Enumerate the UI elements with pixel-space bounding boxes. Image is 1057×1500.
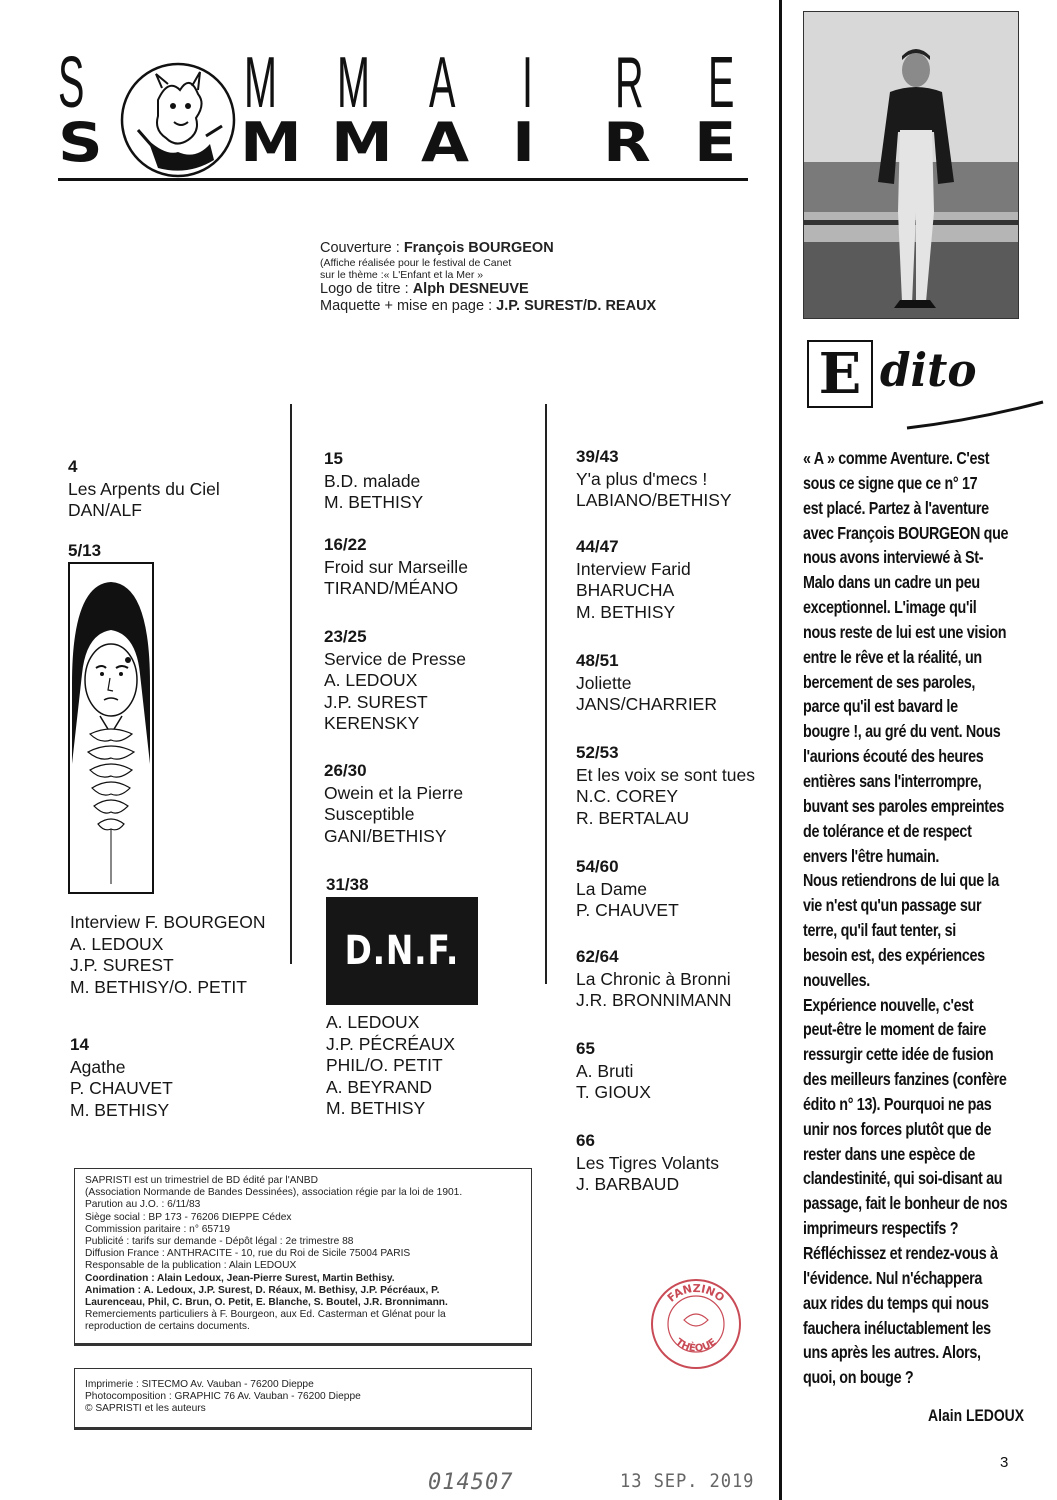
toc-page: 65 <box>576 1039 595 1058</box>
title-top-letter: M <box>243 43 277 123</box>
toc-entry <box>70 1034 173 1121</box>
printing-line: © SAPRISTI et les auteurs <box>85 1403 206 1415</box>
toc-entry <box>326 1012 455 1120</box>
imprint-line: Responsable de la publication : Alain LEDOUX <box>85 1260 297 1272</box>
toc-entry <box>576 446 732 512</box>
toc-page: 4 <box>68 457 78 476</box>
edito-line: l'aurions écouté des heures <box>803 746 984 767</box>
column-divider <box>290 404 292 964</box>
toc-page: 48/51 <box>576 651 619 670</box>
edito-line: passage, fait le bonheur de nos <box>803 1193 1008 1214</box>
stamp-bottom-text: THÈQUE <box>673 1336 719 1355</box>
cover-name: François BOURGEON <box>403 240 554 256</box>
toc-page: 23/25 <box>324 627 367 646</box>
edito-line: fauchera inéluctablement les <box>803 1317 991 1338</box>
edito-line: est placé. Partez à l'aventure <box>803 497 989 518</box>
toc-line: GANI/BETHISY <box>324 825 447 846</box>
edito-line: quoi, on bouge ? <box>803 1367 914 1388</box>
toc-entry <box>324 448 423 514</box>
edito-line: ressurgir cette idée de fusion <box>803 1044 994 1065</box>
edito-line: aux rides du temps qui nous <box>803 1292 989 1313</box>
agathe-illustration <box>68 562 154 894</box>
edito-line: édito n° 13). Pourquoi ne pas <box>803 1093 992 1114</box>
title-top-letter: A <box>429 43 456 123</box>
edito-line: bougre !, au gré du vent. Nous <box>803 721 1001 742</box>
edito-line: « A » comme Aventure. C'est <box>803 448 990 468</box>
toc-entry <box>576 856 679 922</box>
toc-line: JANS/CHARRIER <box>576 694 717 714</box>
handwritten-inventory-number: 014507 <box>428 1470 514 1495</box>
edito-line: terre, qu'il faut tenter, si <box>803 920 956 941</box>
toc-entry <box>576 1130 719 1196</box>
toc-line: Les Arpents du Ciel <box>68 478 220 499</box>
edito-line: peut-être le moment de faire <box>803 1019 987 1040</box>
edito-line: unir nos forces plutôt que de <box>803 1118 992 1139</box>
dnf-logo-box <box>326 897 478 1005</box>
toc-page: 66 <box>576 1131 595 1150</box>
toc-entry <box>576 650 717 716</box>
toc-line: B.D. malade <box>324 470 421 491</box>
edito-line: imprimeurs respectifs ? <box>803 1218 959 1239</box>
toc-entry <box>326 874 369 897</box>
toc-entry <box>324 760 463 847</box>
title-bottom-letter: M <box>239 111 302 174</box>
toc-line: Agathe <box>70 1056 126 1077</box>
logo-label: Logo de titre : <box>320 281 413 297</box>
toc-line: M. BETHISY <box>70 1099 170 1120</box>
toc-line: A. LEDOUX <box>324 670 418 690</box>
toc-line: La Dame <box>576 878 648 899</box>
toc-line: TIRAND/MÉANO <box>324 578 459 598</box>
imprint-line: (Association Normande de Bandes Dessinées), association régie par la loi de 1901. <box>85 1187 463 1199</box>
toc-page: 5/13 <box>68 541 102 560</box>
toc-line: Susceptible <box>324 804 415 824</box>
imprint-line: reproduction de certains documents. <box>85 1321 250 1333</box>
toc-line: M. BETHISY <box>324 492 424 512</box>
printing-line: Imprimerie : SITECMO Av. Vauban - 76200 Dieppe <box>85 1379 314 1390</box>
toc-line: KERENSKY <box>324 713 420 733</box>
toc-line: T. GIOUX <box>576 1082 651 1102</box>
edito-swoosh <box>905 398 1045 432</box>
toc-page: 52/53 <box>576 743 619 762</box>
edito-line: sous ce signe que ce n° 17 <box>803 472 978 493</box>
edito-line: vie n'est qu'un passage sur <box>803 895 982 916</box>
toc-page: 16/22 <box>324 535 367 554</box>
toc-line: Joliette <box>576 672 632 693</box>
toc-line: M. BETHISY <box>576 601 676 622</box>
column-divider <box>545 404 547 984</box>
toc-line: J.P. SUREST <box>324 691 428 712</box>
imprint-line: Parution au J.O. : 6/11/83 <box>85 1199 201 1211</box>
edito-line: uns après les autres. Alors, <box>803 1342 981 1363</box>
edito-line: Expérience nouvelle, c'est <box>803 994 974 1015</box>
edito-line: Réfléchissez et rendez-vous à <box>803 1243 998 1263</box>
toc-line: PHIL/O. PETIT <box>326 1055 443 1075</box>
layout-name: J.P. SUREST/D. REAUX <box>496 298 657 314</box>
toc-page: 62/64 <box>576 947 619 966</box>
toc-line: J.R. BRONNIMANN <box>576 990 732 1010</box>
title-top-letter: M <box>336 43 370 123</box>
toc-line: Interview F. BOURGEON <box>70 912 266 932</box>
imprint-line: Remerciements particuliers à F. Bourgeon, aux Ed. Casterman et Glénat pour la <box>85 1309 446 1321</box>
title-bottom-letter: R <box>603 111 651 174</box>
toc-page: 39/43 <box>576 447 619 466</box>
toc-entry <box>576 536 691 623</box>
imprint-line: Publicité : tarifs sur demande - Dépôt légal : 2e trimestre 88 <box>85 1236 354 1248</box>
edito-line: Malo dans un cadre un peu <box>803 572 980 593</box>
edito-line: des meilleurs fanzines (confère <box>803 1069 1007 1090</box>
edito-line: buvant ses paroles empreintes <box>803 795 1005 816</box>
toc-line: LABIANO/BETHISY <box>576 490 732 510</box>
toc-line: N.C. COREY <box>576 786 679 806</box>
toc-page: 44/47 <box>576 537 619 556</box>
toc-page: 15 <box>324 449 343 468</box>
toc-line: Froid sur Marseille <box>324 556 468 577</box>
edito-line: rester dans une espèce de <box>803 1143 976 1164</box>
title-top-letter: I <box>522 43 534 123</box>
toc-line: M. BETHISY <box>326 1098 426 1118</box>
printing-line: Photocomposition : GRAPHIC 76 Av. Vauban - 76200 Dieppe <box>85 1391 361 1403</box>
edito-line: de tolérance et de respect <box>803 820 972 841</box>
toc-entry <box>324 534 468 600</box>
toc-page: 31/38 <box>326 875 369 894</box>
dnf-logo-text: D.N.F. <box>344 928 460 974</box>
edito-line: Nous retiendrons de lui que la <box>803 870 999 891</box>
toc-line: J. BARBAUD <box>576 1174 680 1194</box>
toc-line: Owein et la Pierre <box>324 782 464 803</box>
edito-line: entières sans l'interrompre, <box>803 770 982 791</box>
page-number: 3 <box>1000 1454 1009 1471</box>
toc-line: A. LEDOUX <box>326 1012 420 1032</box>
imprint-line: Laurenceau, Phil, C. Brun, O. Petit, E. Blanche, S. Boutel, J.R. Bronnimann. <box>85 1297 448 1309</box>
toc-line: Et les voix se sont tues <box>576 764 755 785</box>
toc-line: Interview Farid <box>576 558 691 579</box>
edito-line: parce qu'il est bavard le <box>803 696 958 717</box>
toc-line: P. CHAUVET <box>70 1078 173 1098</box>
logo-name: Alph DESNEUVE <box>412 281 529 297</box>
edito-line: clandestinité, qui soi-disant au <box>803 1168 1003 1189</box>
edito-initial-box <box>807 340 873 408</box>
toc-page: 54/60 <box>576 857 619 876</box>
imprint-line: Animation : A. Ledoux, J.P. Surest, D. Réaux, M. Bethisy, J.P. Pécréaux, P. <box>85 1284 440 1296</box>
toc-line: DAN/ALF <box>68 500 142 520</box>
title-bottom-letter: S <box>58 111 103 174</box>
author-photo <box>803 11 1019 319</box>
toc-line: A. Bruti <box>576 1060 634 1081</box>
edito-line: nouvelles. <box>803 969 870 990</box>
toc-line: R. BERTALAU <box>576 807 690 828</box>
right-column-divider <box>779 0 782 1500</box>
stamp-top-text: FANZINO <box>664 1281 727 1305</box>
svg-text:THÈQUE <box>673 1337 718 1355</box>
toc-line: Y'a plus d'mecs ! <box>576 468 708 489</box>
title-top-letter: R <box>615 43 644 123</box>
toc-page: 26/30 <box>324 761 367 780</box>
toc-line: J.P. SUREST <box>70 955 174 975</box>
toc-line: M. BETHISY/O. PETIT <box>70 976 247 997</box>
edito-heading: dito <box>880 343 977 397</box>
toc-line: A. BEYRAND <box>326 1076 432 1097</box>
edito-line: exceptionnel. L'image qu'il <box>803 597 977 618</box>
imprint-line: Siège social : BP 173 - 76206 DIEPPE Cédex <box>85 1211 292 1223</box>
title-top-letter: E <box>707 43 735 123</box>
title-top-letter: S <box>58 43 85 123</box>
toc-entry <box>70 912 265 998</box>
mascot-illustration <box>118 60 238 180</box>
layout-label: Maquette + mise en page : <box>320 298 497 314</box>
toc-entry <box>576 946 732 1012</box>
imprint-line: Coordination : Alain Ledoux, Jean-Pierre Surest, Martin Bethisy. <box>85 1272 395 1284</box>
edito-line: entre le rêve et la réalité, un <box>803 646 982 667</box>
credits-block <box>320 240 656 315</box>
imprint-line: Diffusion France : ANTHRACITE - 10, rue du Roi de Sicile 75004 PARIS <box>85 1248 411 1260</box>
toc-entry <box>68 456 220 522</box>
toc-line: J.P. PÉCRÉAUX <box>326 1033 456 1054</box>
imprint-line: Commission paritaire : n° 65719 <box>85 1223 231 1235</box>
imprint-box <box>74 1168 532 1346</box>
toc-line: BHARUCHA <box>576 580 675 600</box>
toc-entry <box>324 626 466 735</box>
edito-line: envers l'être humain. <box>803 845 940 866</box>
toc-line: A. LEDOUX <box>70 933 164 954</box>
edito-line: nous reste de lui est une vision <box>803 621 1007 642</box>
cover-note: sur le thème :« L'Enfant et la Mer » <box>320 269 484 281</box>
toc-line: P. CHAUVET <box>576 900 679 920</box>
fanzinotheque-stamp <box>648 1276 744 1372</box>
title-bottom-letter: E <box>693 111 737 174</box>
toc-line: Service de Presse <box>324 648 467 669</box>
toc-line: Les Tigres Volants <box>576 1152 719 1173</box>
title-bottom-letter: I <box>512 111 536 174</box>
edito-line: besoin est, des expériences <box>803 944 985 965</box>
toc-entry <box>576 742 755 829</box>
edito-line: l'évidence. Nul n'échappera <box>803 1267 983 1288</box>
toc-page: 14 <box>70 1035 89 1054</box>
printing-box <box>74 1368 532 1430</box>
date-stamp: 13 SEP. 2019 <box>620 1470 755 1492</box>
title-bottom-letter: M <box>330 111 393 174</box>
title-bottom-letter: A <box>421 111 470 174</box>
cover-label: Couverture : <box>320 240 404 256</box>
edito-initial: E <box>818 341 862 407</box>
edito-signature: Alain LEDOUX <box>928 1406 1025 1425</box>
imprint-line: SAPRISTI est un trimestriel de BD édité par l'ANBD <box>85 1175 318 1186</box>
cover-note: (Affiche réalisée pour le festival de Canet <box>320 257 512 269</box>
toc-entry <box>576 1038 651 1104</box>
edito-line: nous avons interviewé à St- <box>803 547 984 568</box>
edito-line: bercement de ses paroles, <box>803 671 976 692</box>
toc-line: La Chronic à Bronni <box>576 968 731 989</box>
edito-text <box>803 446 1025 1390</box>
toc-entry <box>68 540 101 563</box>
edito-line: avec François BOURGEON que <box>803 522 1009 543</box>
